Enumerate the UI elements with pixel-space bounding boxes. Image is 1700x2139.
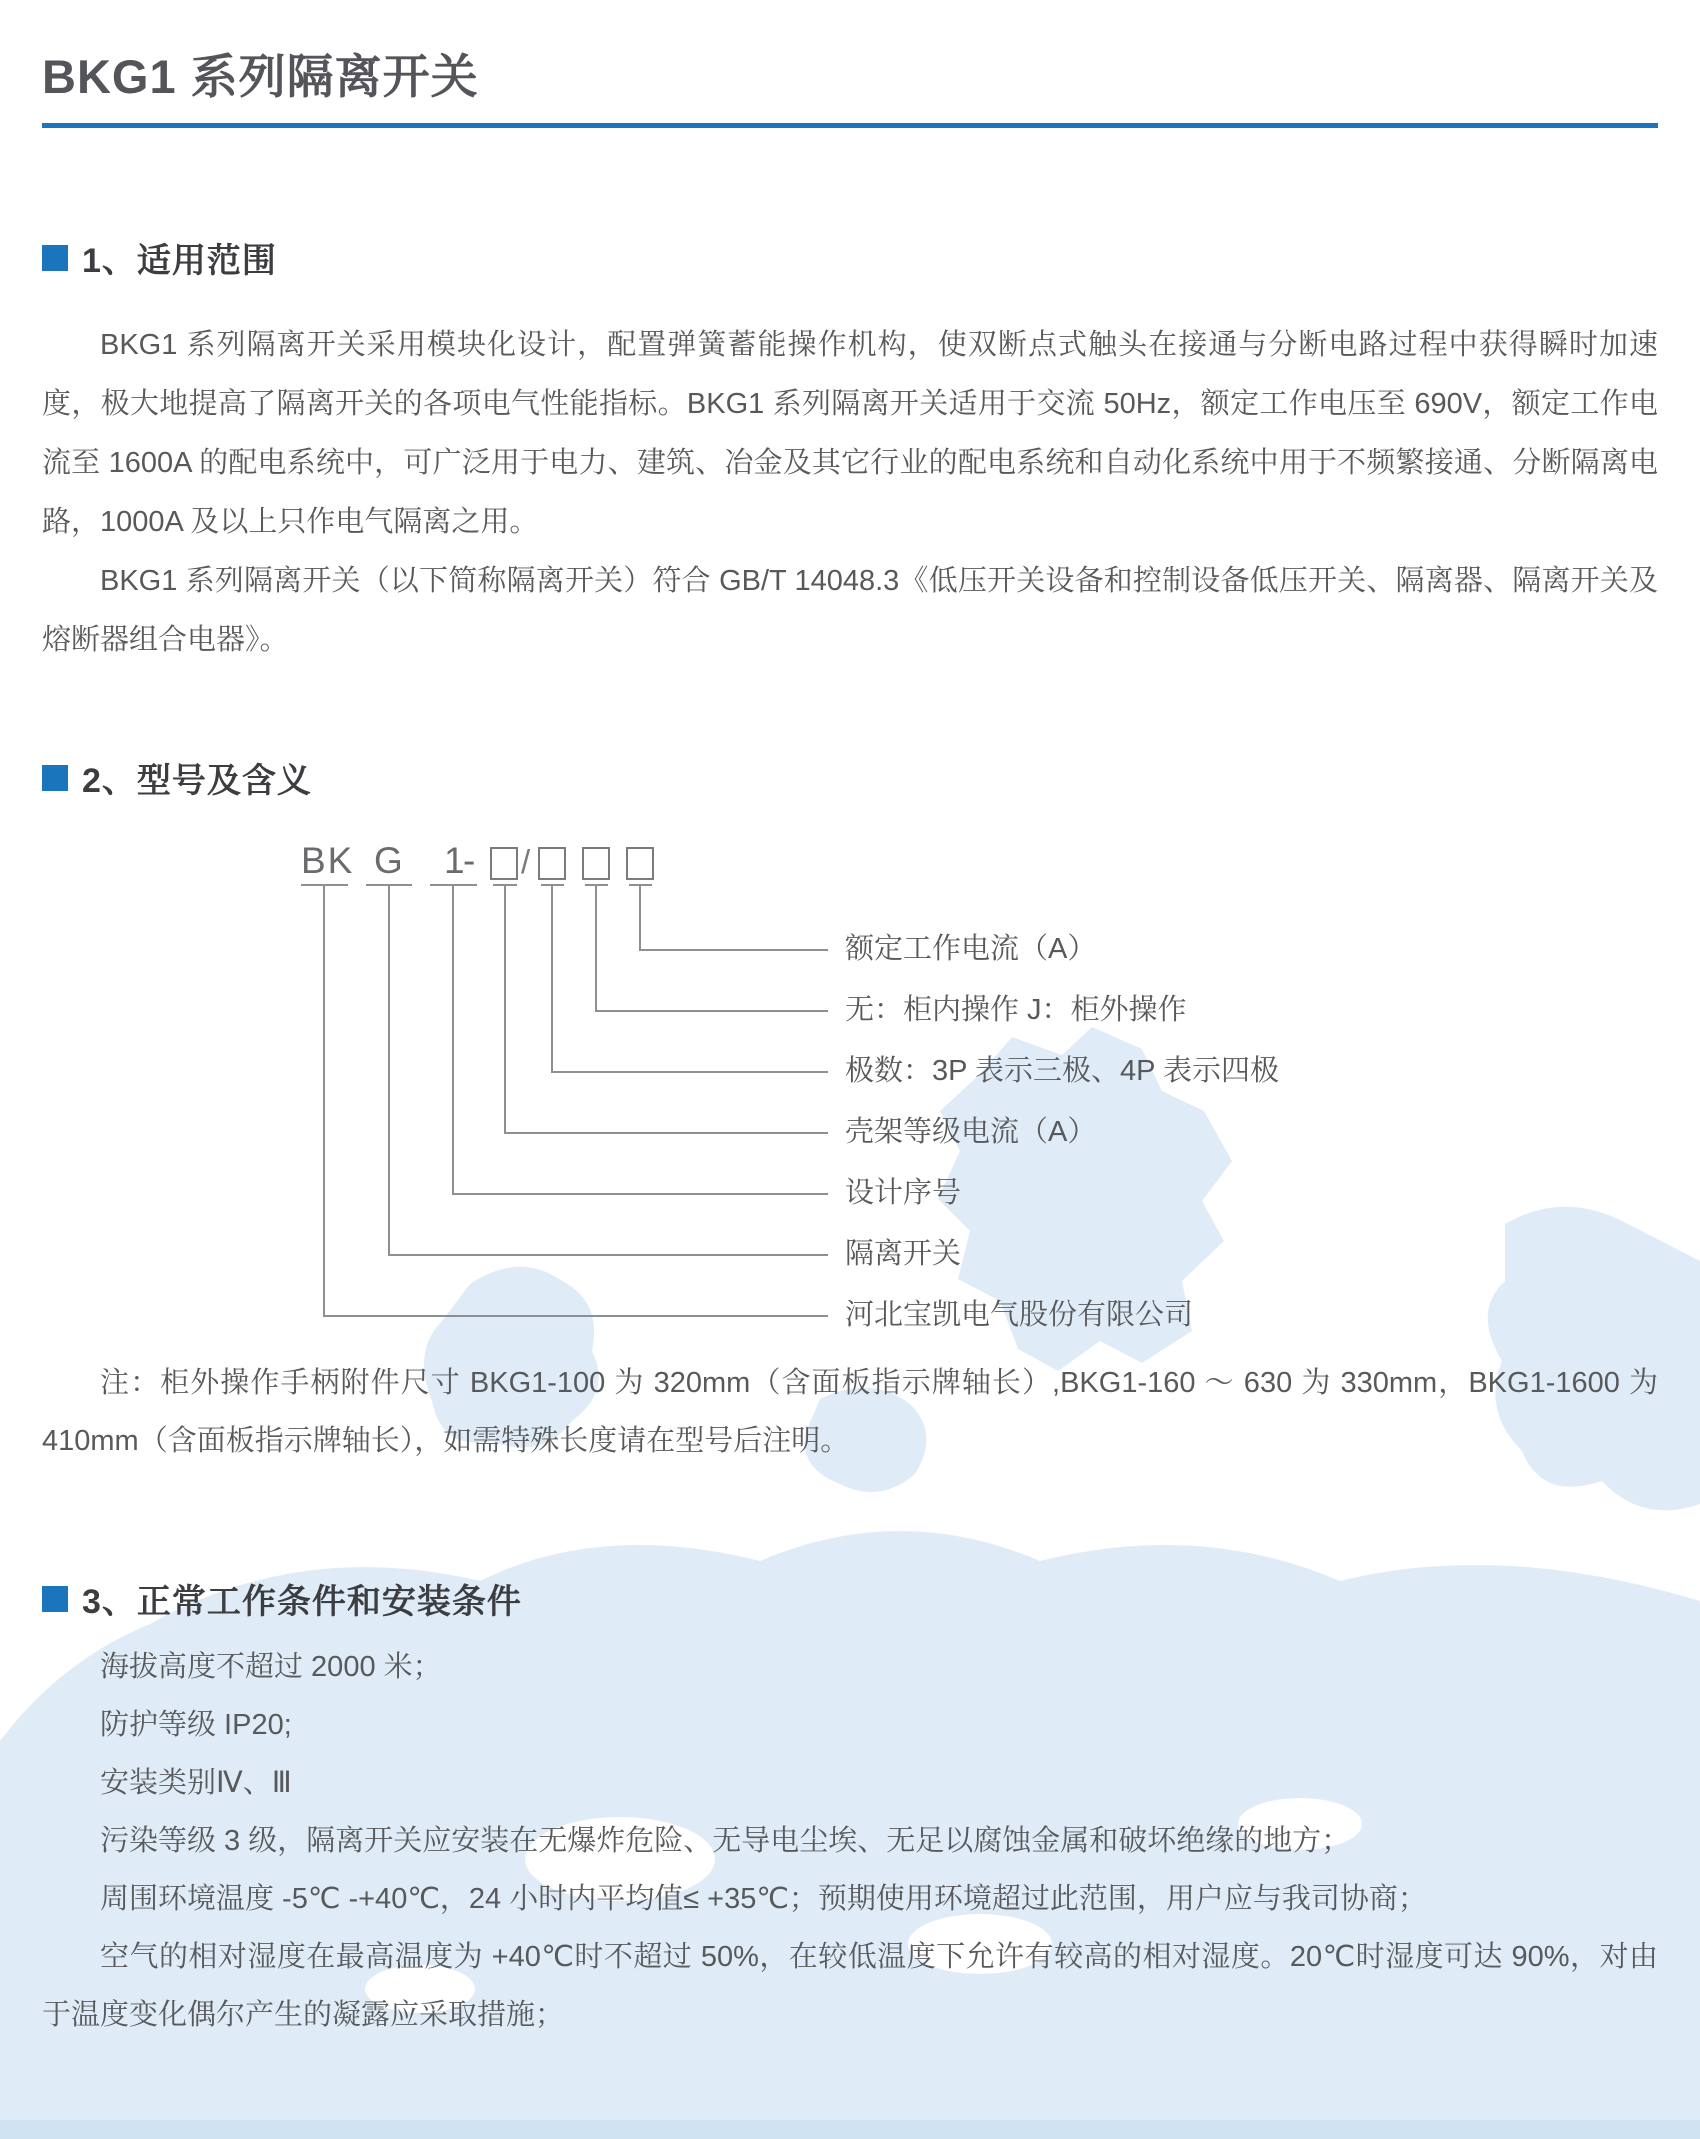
leader-vertical-line: [639, 886, 641, 951]
model-note: [42, 1354, 1658, 1470]
leader-vertical-line: [452, 886, 454, 1195]
condition-item: 安装类别Ⅳ、Ⅲ: [100, 1767, 292, 1799]
model-part-slash: /: [521, 843, 531, 880]
leader-horizontal-line: [323, 1315, 828, 1317]
blue-square-bullet: [42, 245, 68, 271]
paragraph: BKG1 系列隔离开关采用模块化设计，配置弹簧蓄能操作机构，使双断点式触头在接通与分断电路过程中获得瞬时加速度，极大地提高了隔离开关的各项电气性能指标。BKG1 系列隔离开关适用于交流 50Hz，额定工作电压至 690V，额定工作电流至 1600A 的配电系统中，可广泛用于电力、建筑、冶金及其它行业的配电系统和自动化系统中用于不频繁接通、分断隔离电路，1000A 及以上只作电气隔离之用。: [42, 329, 1658, 538]
section-heading-3: [42, 1574, 522, 1623]
diagram-label-rated-current: 额定工作电流（A）: [845, 933, 1097, 965]
section-heading-2: [42, 753, 312, 802]
leader-vertical-line: [551, 886, 553, 1073]
condition-item: 空气的相对湿度在最高温度为 +40℃时不超过 50%，在较低温度下允许有较高的相对湿度。20℃时湿度可达 90%，对由于温度变化偶尔产生的凝露应采取措施；: [42, 1941, 1658, 2031]
title-underline-rule: [42, 123, 1658, 128]
diagram-label-poles: 极数：3P 表示三极、4P 表示四极: [845, 1055, 1280, 1087]
leader-vertical-line: [504, 886, 506, 1134]
condition-item: 污染等级 3 级，隔离开关应安装在无爆炸危险、无导电尘埃、无足以腐蚀金属和破坏绝缘的地方；: [100, 1825, 1351, 1857]
note-paragraph: 注：柜外操作手柄附件尺寸 BKG1-100 为 320mm（含面板指示牌轴长）,BKG1-160 ～ 630 为 330mm，BKG1-1600 为 410mm（含面板指示牌轴长），如需特殊长度请在型号后注明。: [42, 1367, 1658, 1457]
leader-horizontal-line: [388, 1254, 828, 1256]
model-placeholder-box: [490, 847, 518, 880]
section-heading-text: 3、正常工作条件和安装条件: [82, 1583, 522, 1621]
working-conditions-list: [42, 1638, 1658, 2044]
leader-horizontal-line: [452, 1193, 828, 1195]
model-part-bk: BK: [301, 840, 355, 881]
leader-vertical-line: [388, 886, 390, 1256]
leader-vertical-line: [323, 886, 325, 1317]
diagram-label-design-serial: 设计序号: [845, 1177, 962, 1209]
page-title: BKG1 系列隔离开关: [42, 50, 479, 103]
leader-horizontal-line: [551, 1071, 828, 1073]
paragraph: BKG1 系列隔离开关（以下简称隔离开关）符合 GB/T 14048.3《低压开关设备和控制设备低压开关、隔离器、隔离开关及熔断器组合电器》。: [42, 565, 1658, 656]
section-heading-text: 1、适用范围: [82, 242, 277, 280]
diagram-label-operation: 无：柜内操作 J：柜外操作: [845, 994, 1187, 1026]
model-placeholder-box: [582, 847, 610, 880]
model-placeholder-box: [538, 847, 566, 880]
condition-item: 周围环境温度 -5℃ -+40℃，24 小时内平均值≤ +35℃；预期使用环境超过此范围，用户应与我司协商；: [100, 1883, 1427, 1915]
blue-square-bullet: [42, 1586, 68, 1612]
condition-item: 海拔高度不超过 2000 米；: [100, 1651, 442, 1683]
scope-paragraphs: [42, 316, 1658, 670]
section-heading-1: [42, 233, 277, 282]
diagram-label-switch-type: 隔离开关: [845, 1238, 962, 1270]
blue-square-bullet: [42, 765, 68, 791]
model-part-dash: -: [463, 840, 478, 881]
diagram-label-frame-current: 壳架等级电流（A）: [845, 1116, 1097, 1148]
leader-horizontal-line: [595, 1010, 828, 1012]
model-part-1: 1: [444, 840, 467, 881]
leader-vertical-line: [595, 886, 597, 1012]
condition-item: 防护等级 IP20;: [100, 1709, 292, 1741]
diagram-label-company: 河北宝凯电气股份有限公司: [845, 1299, 1194, 1331]
leader-horizontal-line: [504, 1132, 828, 1134]
section-heading-text: 2、型号及含义: [82, 762, 312, 800]
model-placeholder-box: [626, 847, 654, 880]
model-part-g: G: [374, 840, 405, 881]
leader-horizontal-line: [639, 949, 828, 951]
